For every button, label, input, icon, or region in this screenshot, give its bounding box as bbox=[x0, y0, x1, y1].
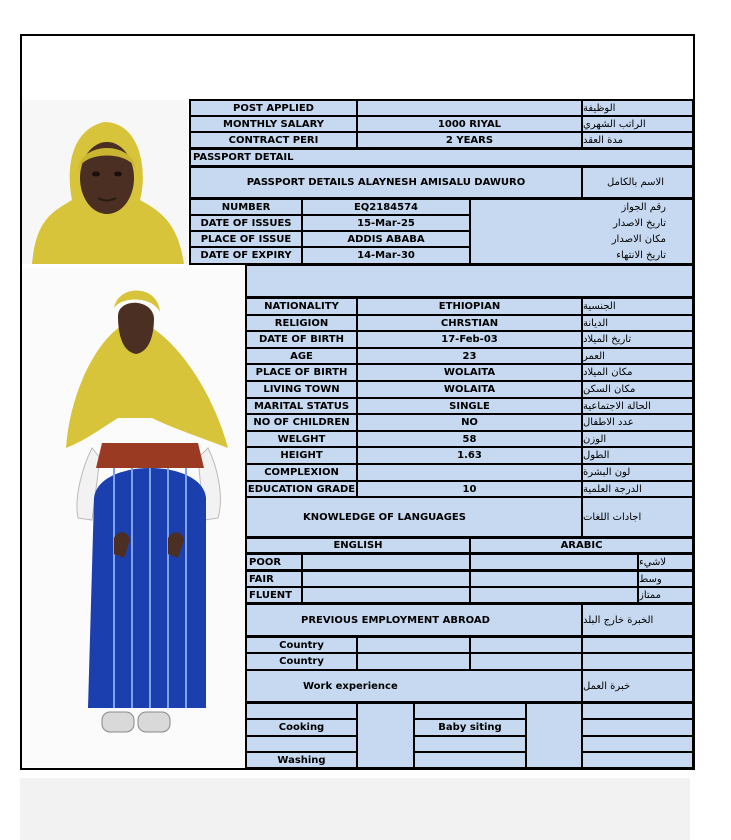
personal-value[interactable]: SINGLE bbox=[356, 397, 583, 415]
language-level-ar: لاشيء bbox=[637, 553, 694, 571]
country-2-label: Country bbox=[245, 652, 358, 671]
arabic-header: ARABIC bbox=[469, 537, 694, 554]
issue-place-value[interactable]: ADDIS ABABA bbox=[301, 230, 471, 248]
personal-label-ar: الحالة الاجتماعية bbox=[581, 397, 694, 415]
language-level-label: FLUENT bbox=[245, 586, 303, 604]
personal-value[interactable]: ETHIOPIAN bbox=[356, 297, 583, 316]
personal-label: NO OF CHILDREN bbox=[245, 413, 358, 432]
language-level-label: POOR bbox=[245, 553, 303, 571]
personal-value[interactable]: CHRSTIAN bbox=[356, 314, 583, 332]
work-experience-title: Work experience bbox=[245, 669, 583, 703]
passport-number-ar: رقم الجواز bbox=[621, 202, 666, 214]
salary-value[interactable]: 1000 RIYAL bbox=[356, 115, 583, 133]
contract-ar: مدة العقد bbox=[581, 131, 694, 149]
portrait-photo bbox=[22, 100, 188, 264]
personal-value[interactable]: 23 bbox=[356, 347, 583, 365]
personal-label-ar: الديانة bbox=[581, 314, 694, 332]
personal-label-ar: مكان السكن bbox=[581, 380, 694, 399]
personal-label-ar: تاريخ الميلاد bbox=[581, 330, 694, 349]
arabic-level-field[interactable] bbox=[469, 553, 639, 571]
passport-details-title: PASSPORT DETAILS ALAYNESH AMISALU DAWURO bbox=[189, 166, 583, 199]
post-applied-label: POST APPLIED bbox=[189, 99, 358, 117]
personal-label-ar: العمر bbox=[581, 347, 694, 365]
contract-label: CONTRACT PERI bbox=[189, 131, 358, 149]
personal-label: LIVING TOWN bbox=[245, 380, 358, 399]
personal-value[interactable]: 10 bbox=[356, 480, 583, 498]
issue-date-ar: تاريخ الاصدار bbox=[613, 218, 666, 230]
personal-label-ar: الوزن bbox=[581, 430, 694, 448]
work-experience-title-ar: خبرة العمل bbox=[581, 669, 694, 703]
cooking-label: Cooking bbox=[245, 718, 358, 737]
work-row-4-b bbox=[413, 751, 527, 769]
post-applied-ar: الوظيفة bbox=[581, 99, 694, 117]
arabic-level-field[interactable] bbox=[469, 586, 639, 604]
personal-label-ar: الطول bbox=[581, 446, 694, 465]
languages-title-ar: اجادات اللغات bbox=[581, 496, 694, 538]
personal-value[interactable]: WOLAITA bbox=[356, 363, 583, 382]
personal-label: PLACE OF BIRTH bbox=[245, 363, 358, 382]
baby-sitting-label: Baby siting bbox=[413, 718, 527, 737]
contract-value[interactable]: 2 YEARS bbox=[356, 131, 583, 149]
salary-label: MONTHLY SALARY bbox=[189, 115, 358, 133]
work-check-2[interactable] bbox=[525, 702, 583, 769]
issue-place-ar: مكان الاصدار bbox=[611, 233, 666, 245]
work-row-4-c bbox=[581, 751, 694, 769]
personal-label: EDUCATION GRADE bbox=[245, 480, 358, 498]
languages-title: KNOWLEDGE OF LANGUAGES bbox=[245, 496, 583, 538]
employment-title: PREVIOUS EMPLOYMENT ABROAD bbox=[245, 603, 583, 637]
language-level-ar: ممتاز bbox=[637, 586, 694, 604]
personal-label-ar: الدرجة العلمية bbox=[581, 480, 694, 498]
personal-label-ar: الجنسية bbox=[581, 297, 694, 316]
personal-label: COMPLEXION bbox=[245, 463, 358, 482]
personal-label-ar: عدد الاطفال bbox=[581, 413, 694, 432]
personal-value[interactable]: 1.63 bbox=[356, 446, 583, 465]
country-1-label: Country bbox=[245, 636, 358, 654]
passport-number-value[interactable]: EQ2184574 bbox=[301, 198, 471, 216]
expiry-date-ar: تاريخ الانتهاء bbox=[616, 249, 666, 261]
personal-value[interactable]: NO bbox=[356, 413, 583, 432]
passport-number-label: NUMBER bbox=[189, 198, 303, 216]
expiry-date-value[interactable]: 14-Mar-30 bbox=[301, 246, 471, 265]
language-level-ar: وسط bbox=[637, 570, 694, 588]
personal-label: WELGHT bbox=[245, 430, 358, 448]
footer-band bbox=[20, 778, 690, 840]
personal-label: RELIGION bbox=[245, 314, 358, 332]
personal-label-ar: لون البشرة bbox=[581, 463, 694, 482]
passport-section-label: PASSPORT DETAIL bbox=[189, 148, 694, 167]
english-header: ENGLISH bbox=[245, 537, 471, 554]
personal-label: DATE OF BIRTH bbox=[245, 330, 358, 349]
full-body-photo bbox=[22, 268, 245, 767]
personal-label: HEIGHT bbox=[245, 446, 358, 465]
language-level-label: FAIR bbox=[245, 570, 303, 588]
personal-label: MARITAL STATUS bbox=[245, 397, 358, 415]
section-spacer bbox=[245, 264, 694, 298]
personal-value[interactable]: 58 bbox=[356, 430, 583, 448]
employment-title-ar: الخبرة خارج البلد bbox=[581, 603, 694, 637]
personal-value[interactable]: 17-Feb-03 bbox=[356, 330, 583, 349]
washing-label: Washing bbox=[245, 751, 358, 769]
english-level-field[interactable] bbox=[301, 553, 471, 571]
personal-label-ar: مكان الميلاد bbox=[581, 363, 694, 382]
english-level-field[interactable] bbox=[301, 586, 471, 604]
issue-place-label: PLACE OF ISSUE bbox=[189, 230, 303, 248]
expiry-date-label: DATE OF EXPIRY bbox=[189, 246, 303, 265]
personal-label: AGE bbox=[245, 347, 358, 365]
personal-label: NATIONALITY bbox=[245, 297, 358, 316]
work-check-1[interactable] bbox=[356, 702, 415, 769]
salary-ar: الراتب الشهري bbox=[581, 115, 694, 133]
passport-ar-block bbox=[469, 198, 694, 265]
personal-value[interactable]: WOLAITA bbox=[356, 380, 583, 399]
issue-date-label: DATE OF ISSUES bbox=[189, 214, 303, 232]
issue-date-value[interactable]: 15-Mar-25 bbox=[301, 214, 471, 232]
full-name-ar: الاسم بالكامل bbox=[581, 166, 694, 199]
